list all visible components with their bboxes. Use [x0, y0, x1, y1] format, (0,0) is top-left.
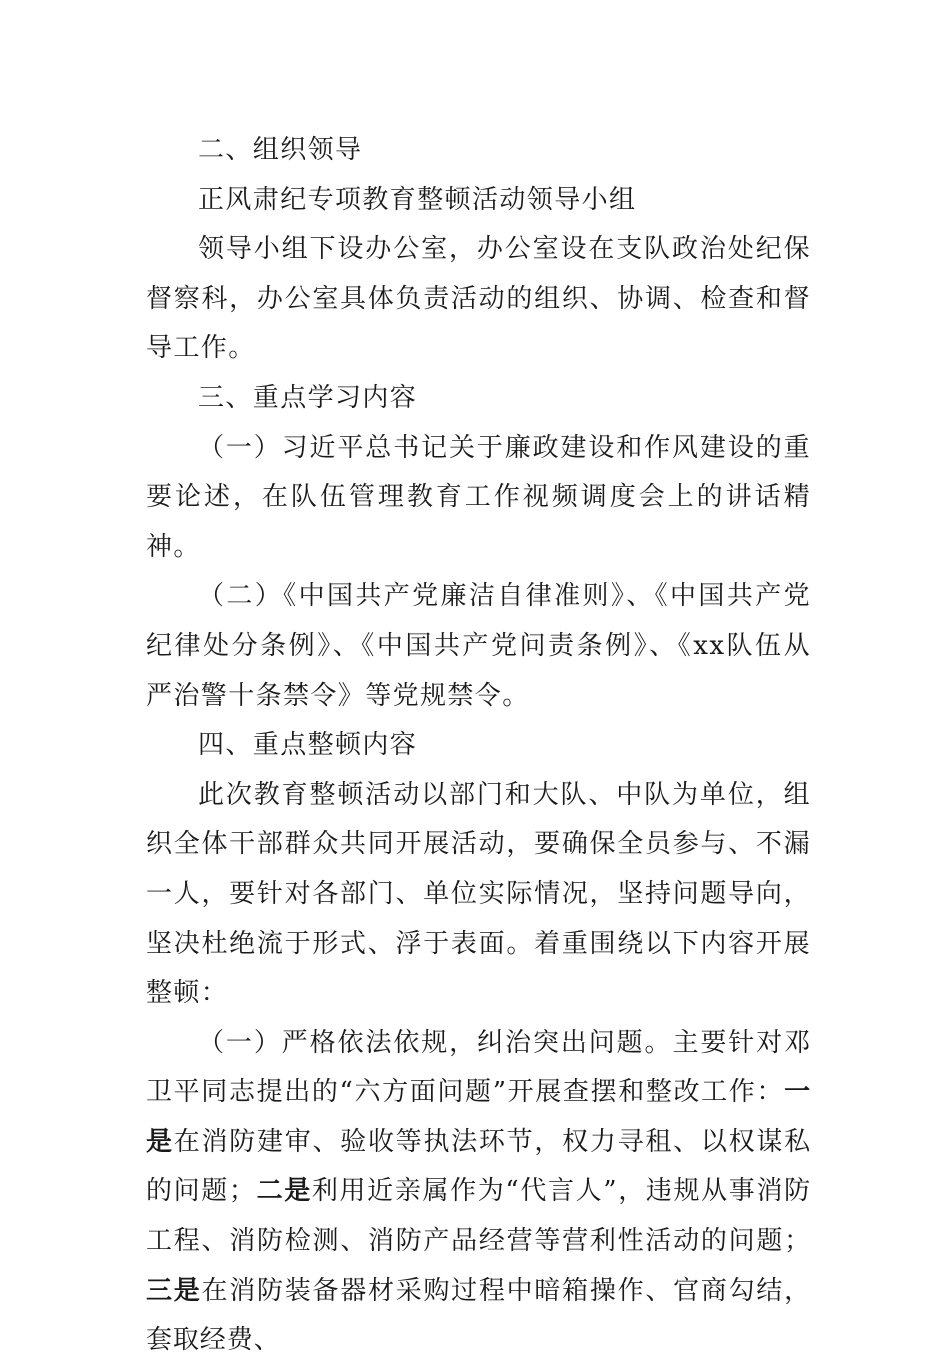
office-paragraph: 领导小组下设办公室，办公室设在支队政治处纪保督察科，办公室具体负责活动的组织、协调、检查和督导工作。	[146, 234, 811, 364]
section-heading-organization: 二、组织领导	[198, 135, 363, 165]
leading-group-name: 正风肃纪专项教育整顿活动领导小组	[198, 184, 637, 215]
section-heading-rectification: 四、重点整顿内容	[198, 730, 418, 761]
study-item-2: （二）《中国共产党廉洁自律准则》、《中国共产党纪律处分条例》、《中国共产党问责条例》、《xx队伍从严治警十条禁令》等党规禁令。	[146, 581, 811, 711]
point-three-label: 三是	[146, 1275, 202, 1306]
point-two-label: 二是	[255, 1176, 312, 1207]
section-heading-study: 三、重点学习内容	[198, 382, 418, 413]
document-body	[146, 126, 811, 1366]
study-item-1: （一）习近平总书记关于廉政建设和作风建设的重要论述，在队伍管理教育工作视频调度会上的讲话精神。	[146, 432, 811, 562]
rectification-item-1-text-b: 在消防建审、验收等执法环节，权力寻租、以权谋私的问题；	[146, 1126, 811, 1207]
rectification-item-1-text-c: 利用近亲属作为“代言人”，违规从事消防工程、消防检测、消防产品经营等营利性活动的问题；	[146, 1176, 811, 1257]
point-one-label: 一是	[146, 1077, 811, 1157]
rectification-item-1	[146, 1019, 811, 1366]
rectification-item-1-text-a: （一）严格依法依规，纠治突出问题。主要针对邓卫平同志提出的“六方面问题”开展查摆和整改工作：	[146, 1027, 811, 1108]
rectification-intro: 此次教育整顿活动以部门和大队、中队为单位，组织全体干部群众共同开展活动，要确保全员参与、不漏一人，要针对各部门、单位实际情况，坚持问题导向，坚决杜绝流于形式、浮于表面。着重围绕以下内容开展整顿：	[146, 779, 811, 1009]
rectification-item-1-text-d: 在消防装备器材采购过程中暗箱操作、官商勾结，套取经费、	[146, 1275, 811, 1356]
